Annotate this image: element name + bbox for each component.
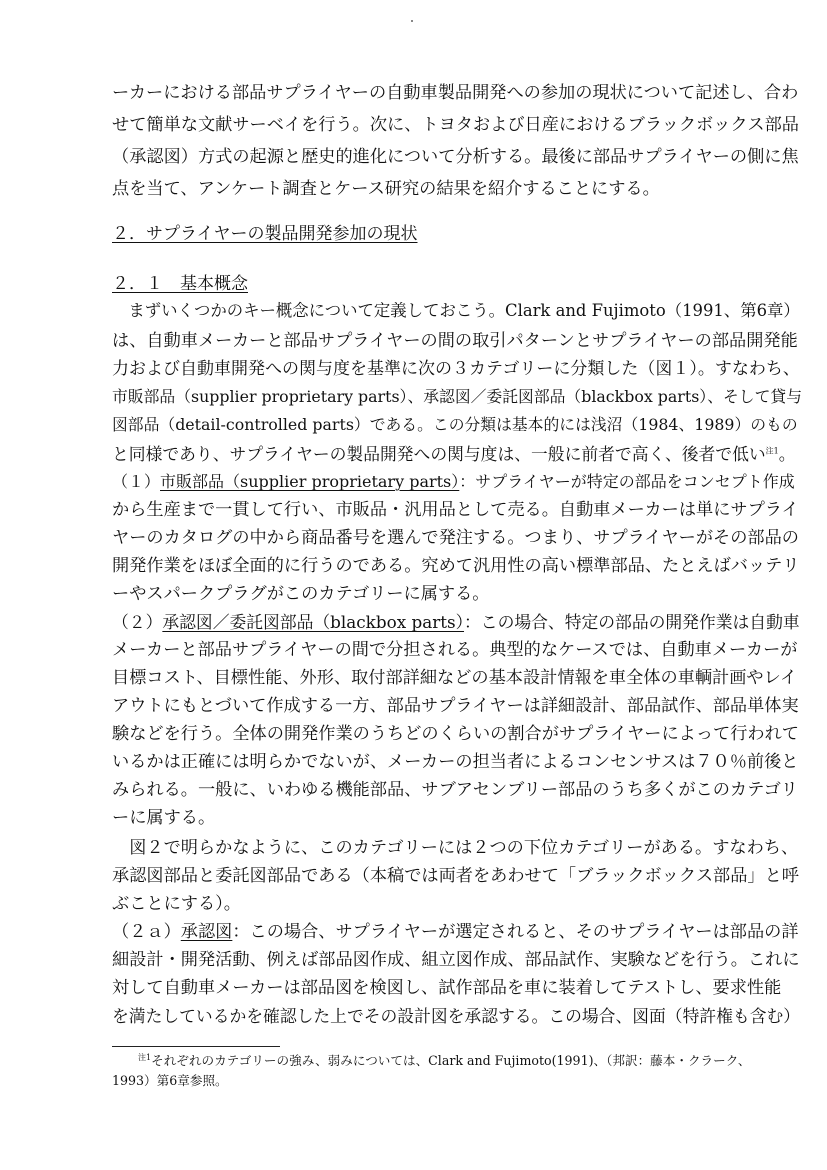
body-line-20: 図２で明らかなように、このカテゴリーには２つの下位カテゴリーがある。すなわち、 bbox=[112, 838, 799, 858]
body-line-18: みられる。一般に、いわゆる機能部品、サブアセンブリー部品のうち多くがこのカテゴリ bbox=[112, 780, 798, 800]
footnote-divider bbox=[112, 1046, 280, 1047]
item-2-number: （２） bbox=[112, 612, 163, 632]
item-2a-number: （２ａ） bbox=[112, 922, 181, 942]
footnote-ref[interactable]: 注1 bbox=[765, 446, 779, 456]
body-line-25: 対して自動車メーカーは部品図を検図し、試作部品を車に装着してテストし、要求性能 bbox=[112, 978, 782, 998]
item-2a-term: 承認図 bbox=[180, 922, 233, 942]
body-line-21: 承認図部品と委託図部品である（本稿では両者をあわせて「ブラックボックス部品」と呼 bbox=[112, 866, 799, 886]
item-2-rest: ：この場合、特定の部品の開発作業は自動車 bbox=[464, 612, 800, 632]
intro-line-2: せて簡単な文献サーベイを行う。次に、トヨタおよび日産におけるブラックボックス部品 bbox=[112, 115, 799, 135]
body-line-24: 細設計・開発活動、例えば部品図作成、組立図作成、部品試作、実験などを行う。これに bbox=[112, 950, 800, 970]
body-line-6-text: と同様であり、サプライヤーの製品開発への関与度は、一般に前者で高く、後者で低い bbox=[112, 444, 766, 464]
body-line-6 bbox=[112, 439, 796, 469]
body-line-15: アウトにもとづいて作成する一方、部品サプライヤーは詳細設計、部品試作、部品単体実 bbox=[112, 696, 799, 716]
item-2-line bbox=[112, 607, 800, 637]
item-2a-rest: ：この場合、サプライヤーが選定されると、そのサプライヤーは部品の詳 bbox=[232, 922, 799, 942]
item-2a-line bbox=[112, 917, 799, 947]
footnote-mark: 注1 bbox=[138, 1052, 152, 1062]
body-line-10: 開発作業をほぼ全面的に行うのである。究めて汎用性の高い標準部品、たとえばバッテリ bbox=[112, 556, 800, 576]
body-line-5: 図部品（detail-controlled parts）である。この分類は基本的には浅沼（1984、1989）のもの bbox=[112, 415, 798, 434]
body-line-6-end: 。 bbox=[778, 444, 796, 464]
footnote-line-1 bbox=[112, 1051, 792, 1070]
item-2-term: 承認図／委託図部品（blackbox parts） bbox=[162, 612, 465, 632]
body-line-22: ぶことにする）。 bbox=[112, 894, 241, 914]
body-line-16: 験などを行う。全体の開発作業のうちどのくらいの割合がサプライヤーによって行われて bbox=[112, 724, 799, 744]
scan-speck bbox=[411, 20, 413, 22]
body-line-9: ヤーのカタログの中から商品番号を選んで発注する。つまり、サプライヤーがその部品の bbox=[112, 528, 799, 548]
item-1-term: 市販部品（supplier proprietary parts） bbox=[160, 472, 460, 491]
footnote-line-2: 1993）第6章参照。 bbox=[112, 1073, 228, 1088]
body-line-2: は、自動車メーカーと部品サプライヤーの間の取引パターンとサプライヤーの部品開発能 bbox=[112, 331, 798, 351]
body-line-3: 力および自動車開発への関与度を基準に次の３カテゴリーに分類した（図１）。すなわち、 bbox=[112, 359, 800, 379]
footnote-text-1: それぞれのカテゴリーの強み、弱みについては、Clark and Fujimoto(1991)、（邦訳：藤本・クラーク、 bbox=[151, 1053, 751, 1068]
body-line-26: を満たしているかを確認した上でその設計図を承認する。この場合、図面（特許権も含む） bbox=[112, 1006, 801, 1026]
item-1-line bbox=[112, 467, 795, 497]
item-1-number: （１） bbox=[112, 472, 161, 491]
section-heading: ２．サプライヤーの製品開発参加の現状 bbox=[112, 224, 418, 244]
intro-line-3: （承認図）方式の起源と歴史的進化について分析する。最後に部品サプライヤーの側に焦 bbox=[112, 147, 799, 167]
body-line-14: 目標コスト、目標性能、外形、取付部詳細などの基本設計情報を車全体の車輌計画やレイ bbox=[112, 668, 798, 688]
intro-line-1: ーカーにおける部品サプライヤーの自動車製品開発への参加の現状について記述し、合わ bbox=[112, 83, 799, 103]
body-line-19: ーに属する。 bbox=[112, 808, 216, 828]
subsection-heading: ２．１ 基本概念 bbox=[112, 274, 248, 294]
body-line-17: いるかは正確には明らかでないが、メーカーの担当者によるコンセンサスは７０％前後と bbox=[112, 752, 799, 772]
intro-line-4: 点を当て、アンケート調査とケース研究の結果を紹介することにする。 bbox=[112, 179, 660, 199]
body-line-11: ーやスパークプラグがこのカテゴリーに属する。 bbox=[112, 584, 490, 604]
body-line-8: から生産まで一貫して行い、市販品・汎用品として売る。自動車メーカーは単にサプライ bbox=[112, 500, 799, 520]
body-line-4: 市販部品（supplier proprietary parts）、承認図／委託図部品（blackbox parts）、そして貸与 bbox=[112, 387, 802, 406]
item-1-rest: ：サプライヤーが特定の部品をコンセプト作成 bbox=[459, 472, 795, 491]
body-line-1: まずいくつかのキー概念について定義しておこう。Clark and Fujimoto（1991、第6章） bbox=[112, 301, 800, 320]
body-line-13: メーカーと部品サプライヤーの間で分担される。典型的なケースでは、自動車メーカーが bbox=[112, 640, 798, 660]
